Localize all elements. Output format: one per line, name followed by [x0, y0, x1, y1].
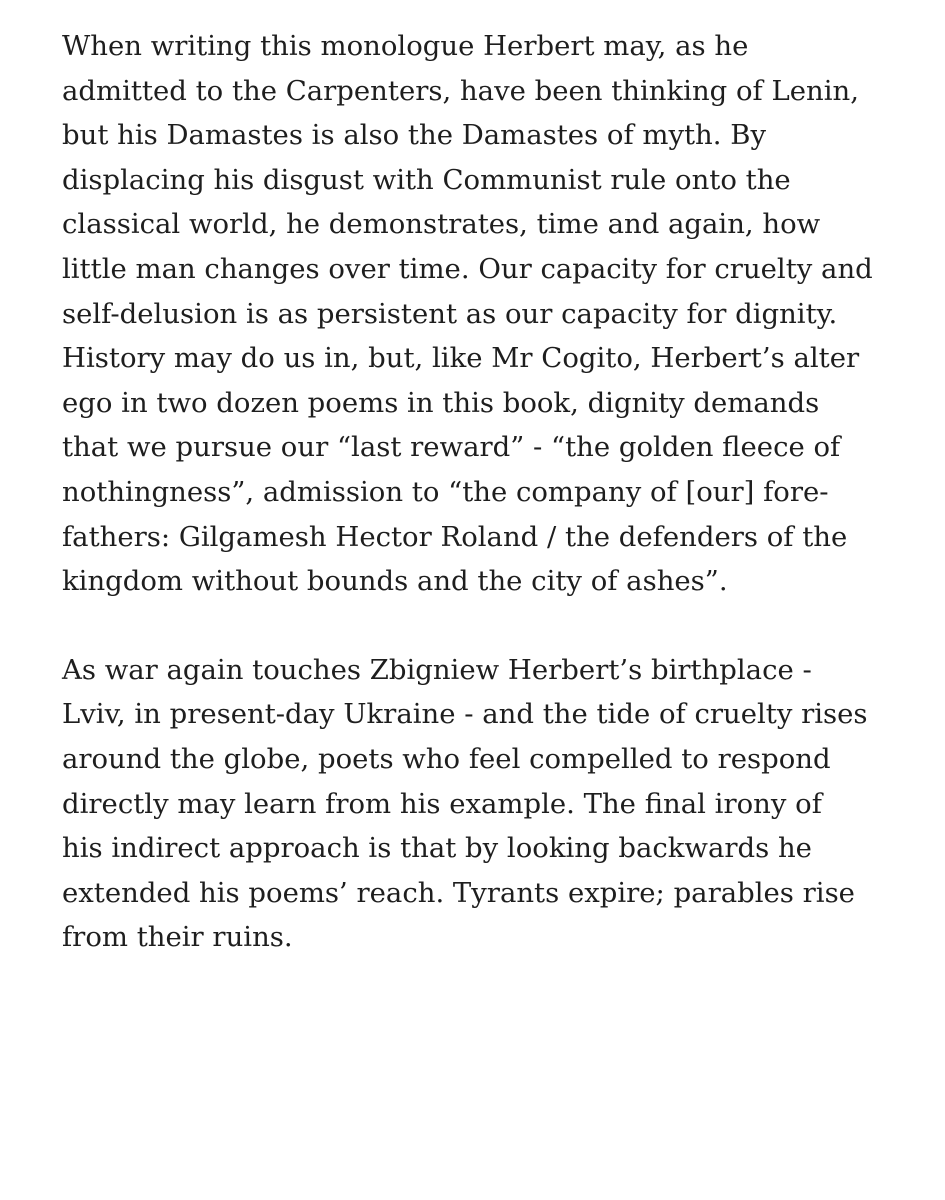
text-line: Lviv, in present-day Ukraine - and the tide of cruelty rises — [62, 698, 868, 731]
article-body — [62, 24, 892, 960]
text-line: classical world, he demonstrates, time and again, how — [62, 208, 821, 241]
text-line: extended his poems’ reach. Tyrants expire; parables rise — [62, 876, 855, 909]
text-line: that we pursue our “last reward” - “the golden fleece of — [62, 431, 841, 464]
text-line: around the globe, poets who feel compelled to respond — [62, 742, 831, 775]
text-line: displacing his disgust with Communist rule onto the — [62, 163, 791, 196]
text-line: but his Damastes is also the Damastes of myth. By — [62, 119, 766, 152]
paragraph-2 — [62, 648, 892, 960]
paragraph-spacer — [62, 604, 892, 648]
text-line: As war again touches Zbigniew Herbert’s birthplace - — [62, 653, 812, 686]
text-line: When writing this monologue Herbert may, as he — [62, 30, 749, 62]
text-line: little man changes over time. Our capacity for cruelty and — [62, 252, 873, 285]
text-line: kingdom without bounds and the city of ashes”. — [62, 565, 728, 598]
text-line: nothingness”, admission to “the company of [our] fore- — [62, 475, 829, 508]
text-line: from their ruins. — [62, 921, 293, 954]
paragraph-1 — [62, 24, 892, 604]
text-line: History may do us in, but, like Mr Cogito, Herbert’s alter — [62, 342, 860, 375]
text-line: admitted to the Carpenters, have been thinking of Lenin, — [62, 74, 859, 107]
text-line: fathers: Gilgamesh Hector Roland / the defenders of the — [62, 520, 848, 553]
text-line: directly may learn from his example. The final irony of — [62, 787, 822, 820]
text-line: his indirect approach is that by looking backwards he — [62, 832, 812, 865]
text-line: self-delusion is as persistent as our capacity for dignity. — [62, 297, 838, 330]
text-line: ego in two dozen poems in this book, dignity demands — [62, 386, 820, 419]
